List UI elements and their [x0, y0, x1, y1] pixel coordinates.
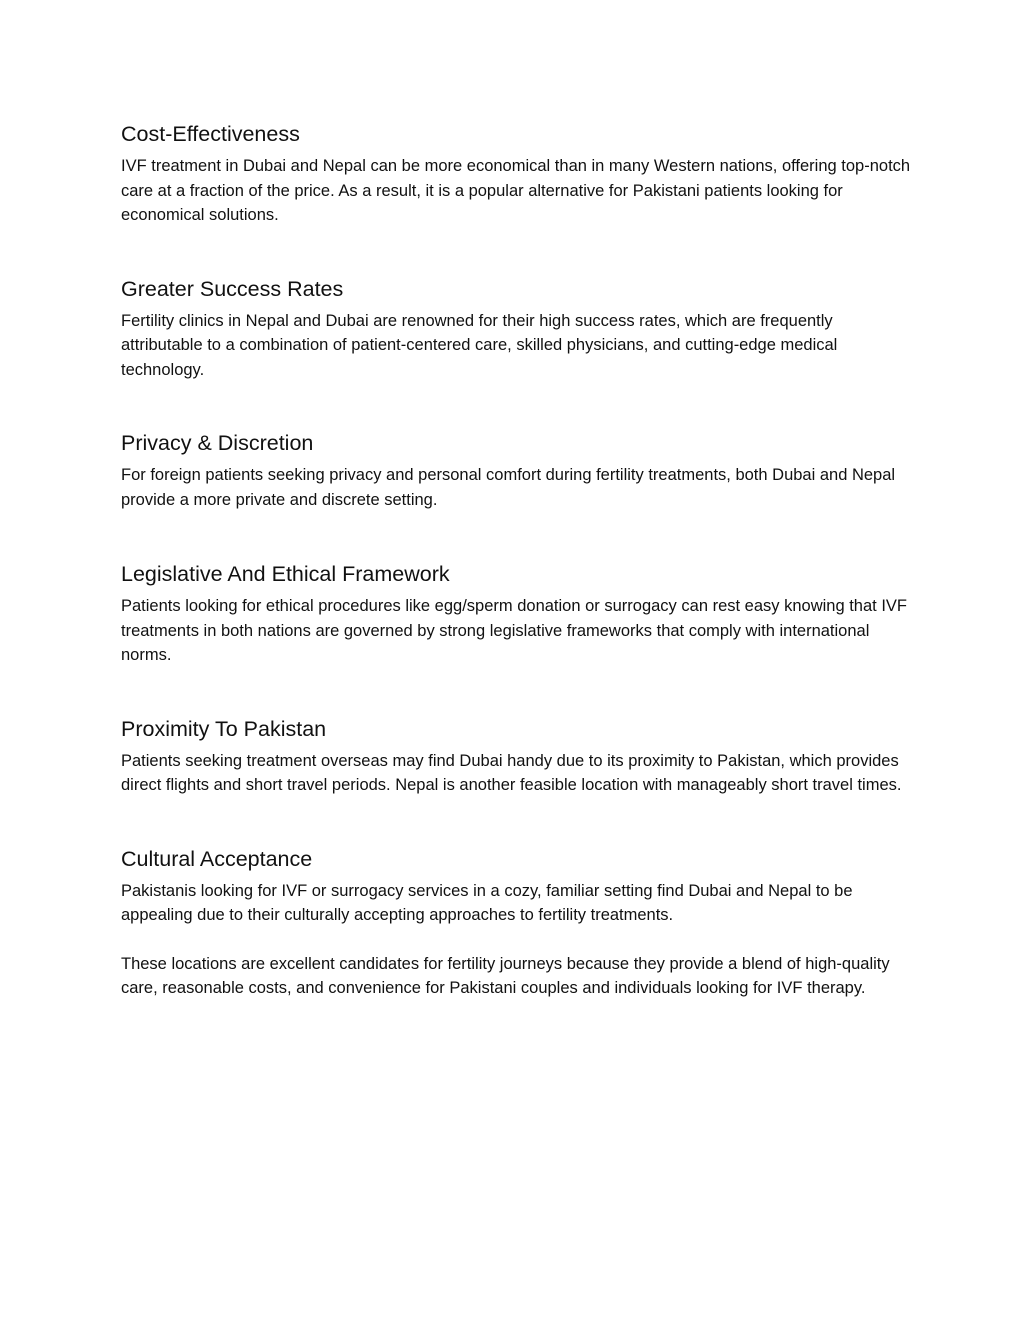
document-body	[121, 119, 911, 1001]
section-privacy	[121, 428, 911, 512]
section-cost-effectiveness	[121, 119, 911, 228]
section-success-rates	[121, 274, 911, 383]
section-cultural-acceptance	[121, 844, 911, 928]
section-heading: Greater Success Rates	[121, 276, 344, 301]
section-proximity	[121, 714, 911, 798]
section-legislative-framework	[121, 559, 911, 668]
section-paragraph: Patients looking for ethical procedures like egg/sperm donation or surrogacy can rest easy knowing that IVF treatments in both nations are governed by strong legislative frameworks that comply with international norms.	[121, 597, 907, 664]
closing-paragraph: These locations are excellent candidates for fertility journeys because they provide a blend of high-quality care, reasonable costs, and convenience for Pakistani couples and individuals looking for IVF therapy.	[121, 954, 890, 997]
section-paragraph: Patients seeking treatment overseas may find Dubai handy due to its proximity to Pakistan, which provides direct flights and short travel periods. Nepal is another feasible location with manageably short travel times.	[121, 751, 902, 794]
section-paragraph: Fertility clinics in Nepal and Dubai are renowned for their high success rates, which are frequently attributable to a combination of patient-centered care, skilled physicians, and cutting-edge medical technology.	[121, 311, 838, 379]
section-heading: Legislative And Ethical Framework	[121, 562, 450, 586]
section-paragraph: For foreign patients seeking privacy and personal comfort during fertility treatments, both Dubai and Nepal provide a more private and discrete setting.	[121, 466, 896, 509]
section-heading: Cultural Acceptance	[121, 846, 313, 871]
section-paragraph: Pakistanis looking for IVF or surrogacy services in a cozy, familiar setting find Dubai and Nepal to be appealing due to their culturally accepting approaches to fertility treatments.	[121, 881, 853, 924]
section-paragraph: IVF treatment in Dubai and Nepal can be more economical than in many Western nations, offering top-notch care at a fraction of the price. As a result, it is a popular alternative for Pakistani patients looking for economical solutions.	[121, 157, 911, 224]
section-heading: Proximity To Pakistan	[121, 716, 327, 741]
section-heading: Privacy & Discretion	[121, 431, 314, 455]
section-heading: Cost-Effectiveness	[121, 122, 300, 146]
